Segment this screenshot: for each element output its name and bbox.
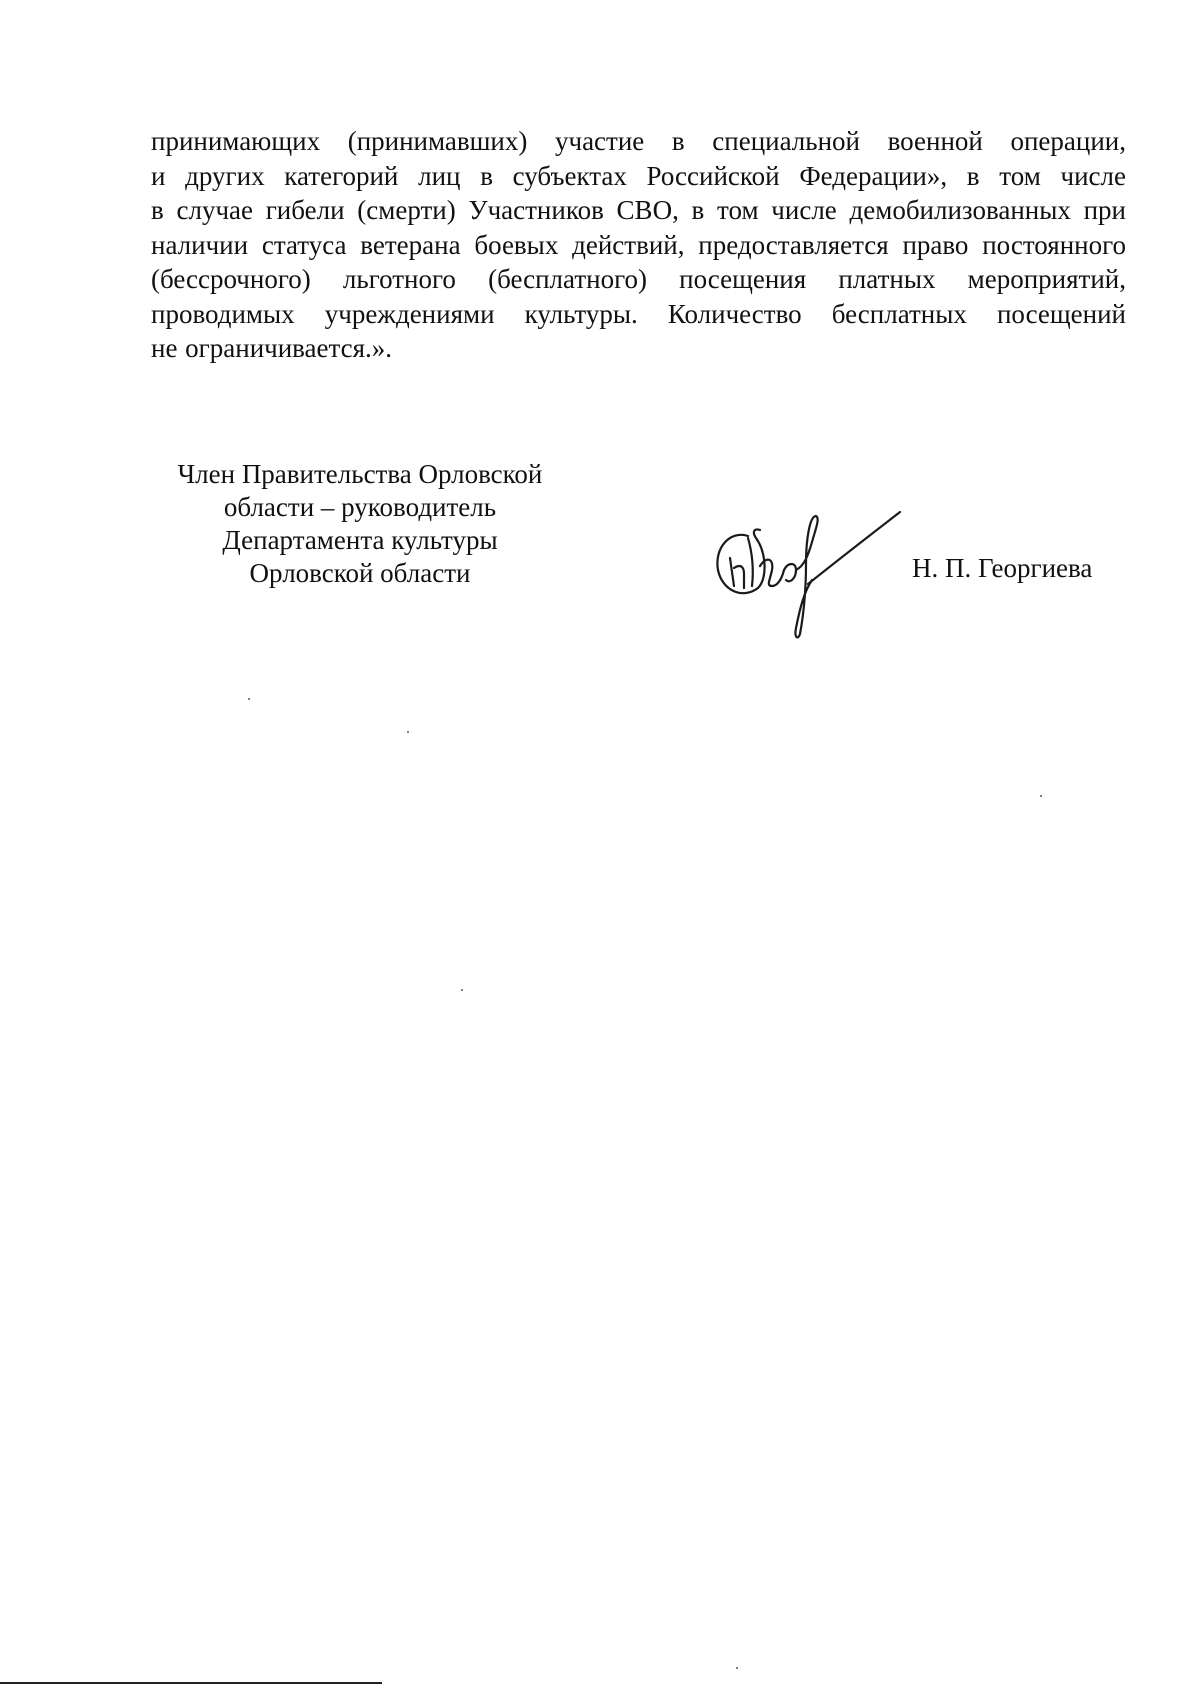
signer-position-line: Департамента культуры bbox=[222, 525, 498, 555]
signer-position-line: Орловской области bbox=[249, 558, 471, 588]
signer-position-line: области – руководитель bbox=[223, 492, 497, 522]
signer-position bbox=[150, 458, 570, 590]
signer-position-line: Член Правительства Орловской bbox=[177, 459, 543, 489]
body-line: в случае гибели (смерти) Участников СВО, в том числе демобилизованных при bbox=[151, 195, 1126, 225]
document-body-paragraph bbox=[151, 124, 1126, 366]
body-line: наличии статуса ветерана боевых действий, предоставляется право постоянного bbox=[151, 229, 1126, 260]
scan-speck bbox=[736, 1667, 738, 1669]
signer-name: Н. П. Георгиева bbox=[912, 553, 1093, 583]
footer-rule bbox=[0, 1682, 382, 1684]
body-line: принимающих (принимавших) участие в специальной военной операции, bbox=[151, 126, 1126, 156]
scan-speck bbox=[461, 989, 463, 991]
scan-speck bbox=[1040, 795, 1042, 797]
handwritten-signature bbox=[708, 508, 908, 644]
scan-speck bbox=[248, 698, 250, 700]
scan-speck bbox=[407, 731, 409, 733]
body-line: и других категорий лиц в субъектах Российской Федерации», в том числе bbox=[151, 160, 1126, 191]
body-line: проводимых учреждениями культуры. Количество бесплатных посещений bbox=[151, 298, 1126, 329]
body-line: не ограничивается.». bbox=[151, 333, 393, 363]
body-line: (бессрочного) льготного (бесплатного) посещения платных мероприятий, bbox=[151, 264, 1126, 294]
